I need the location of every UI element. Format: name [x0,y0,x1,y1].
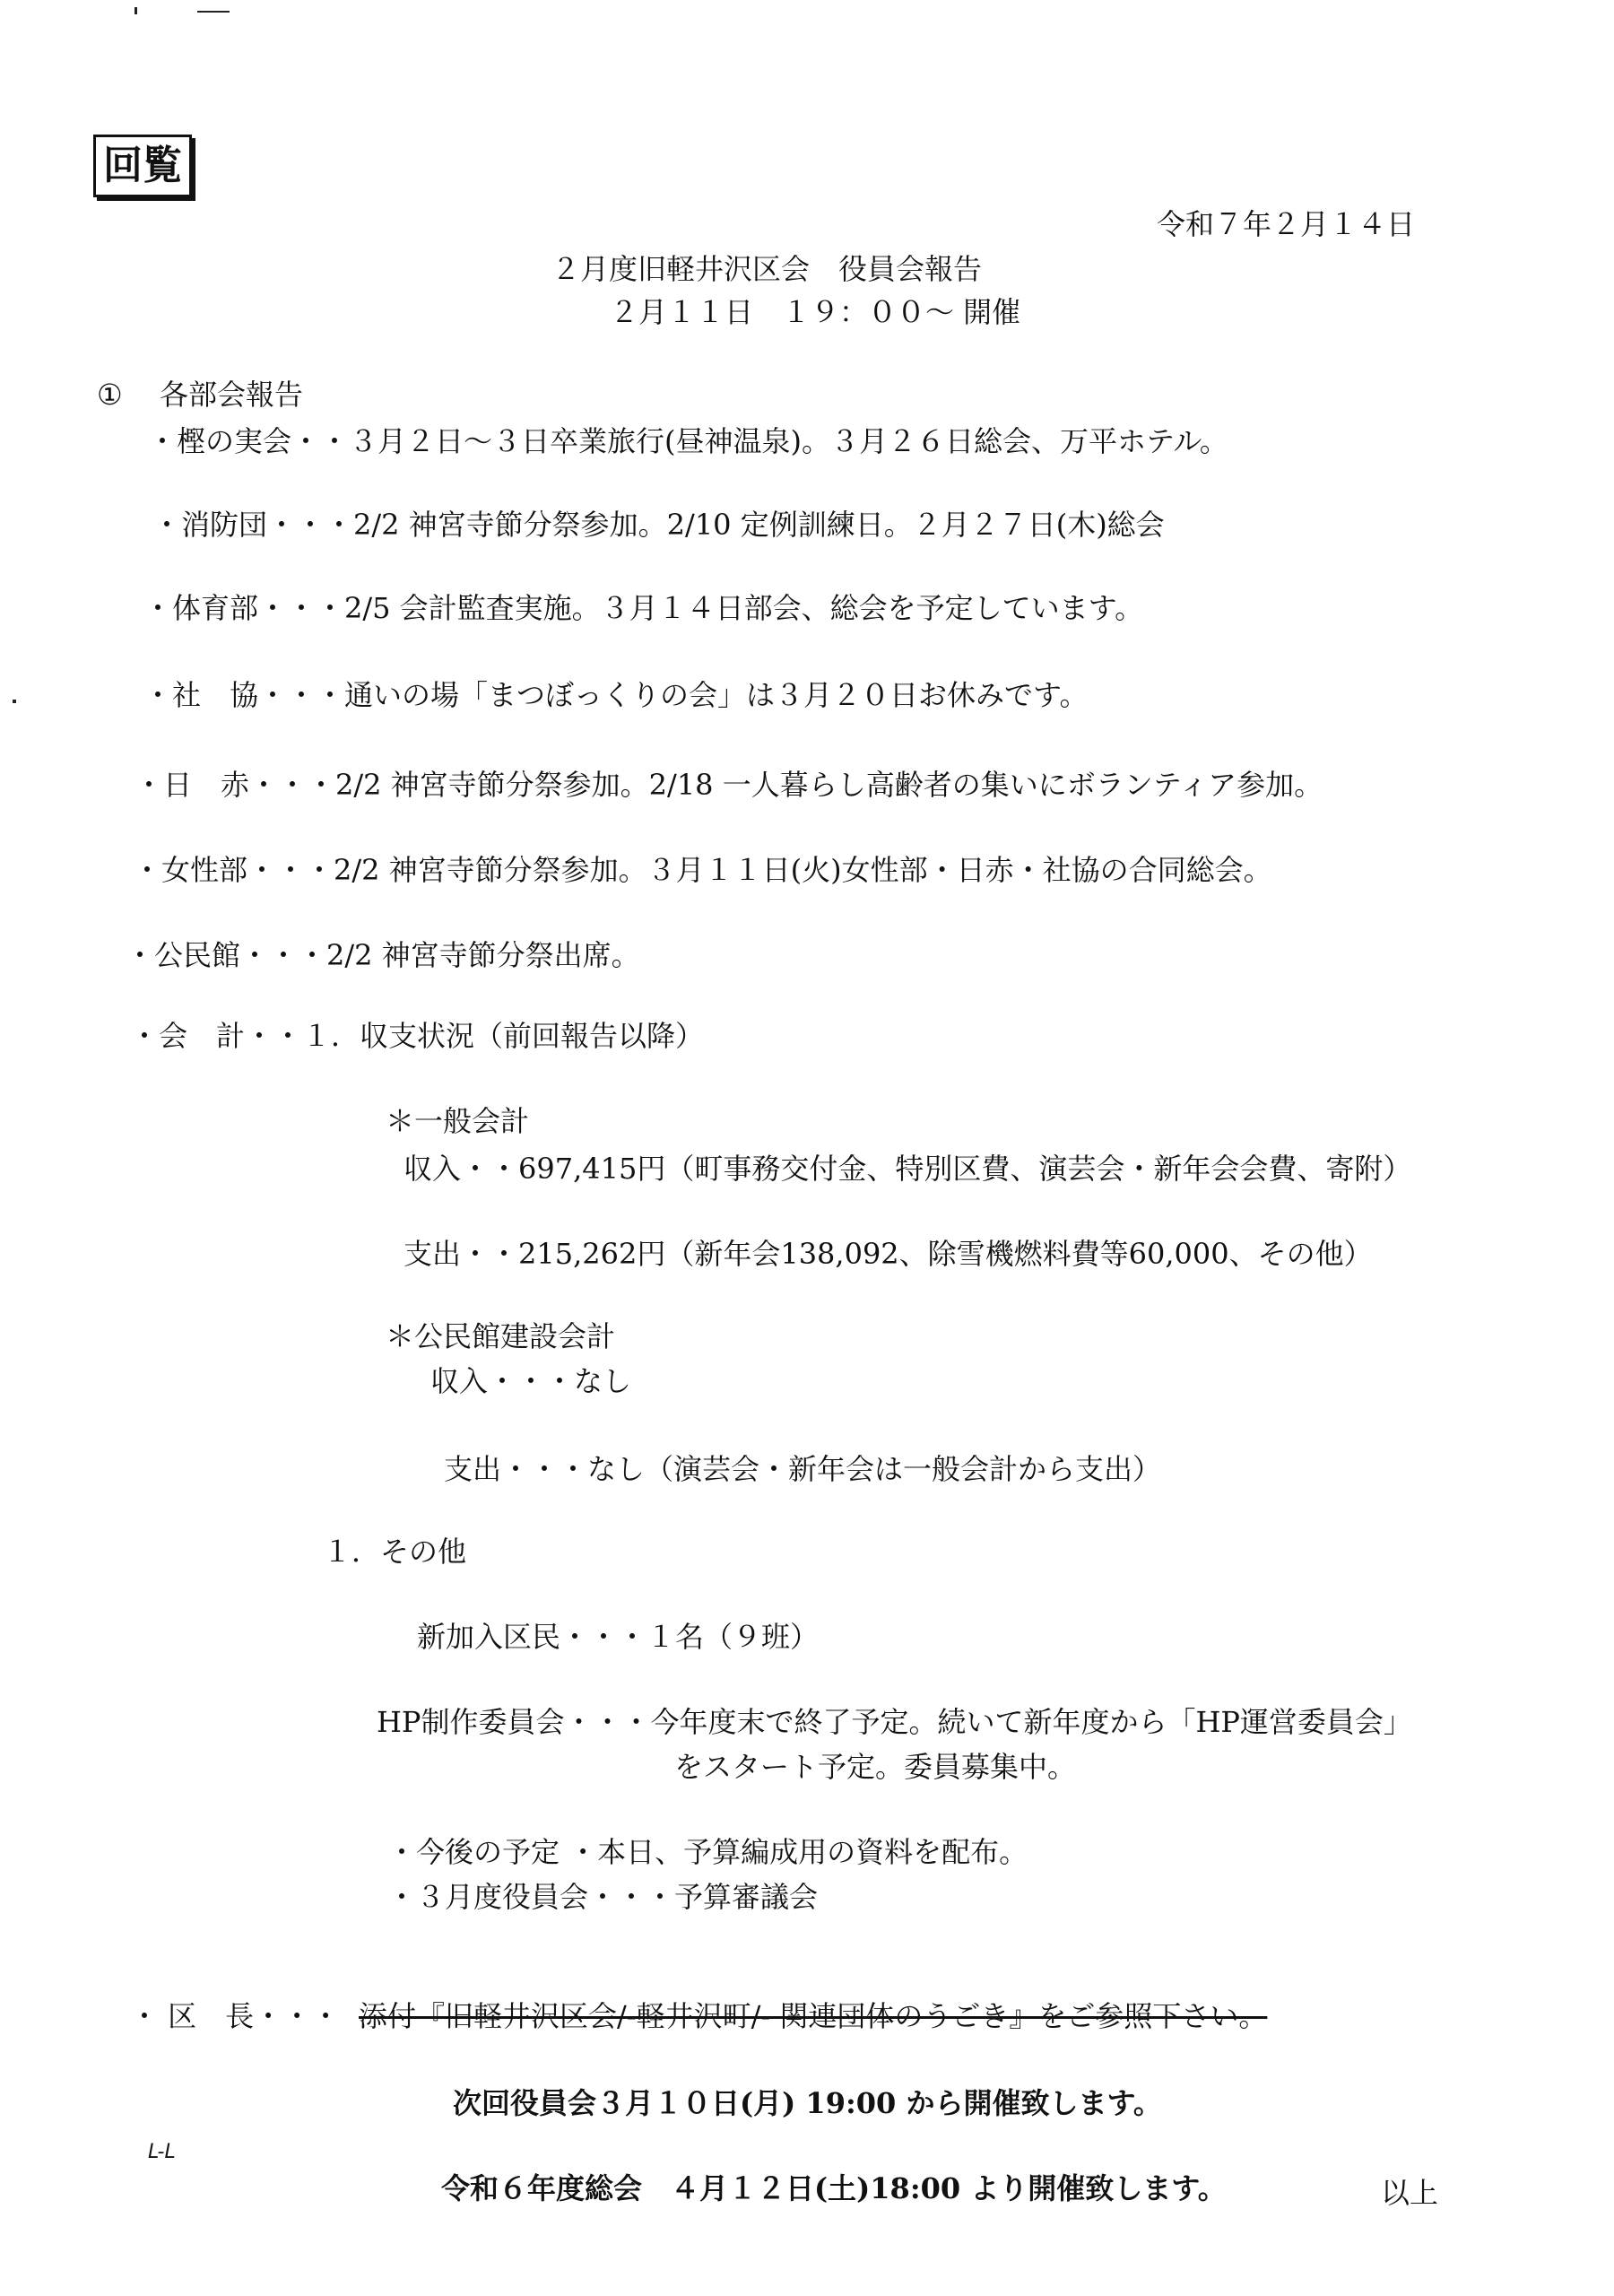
closing-text: 以上 [1381,2176,1439,2210]
next-meeting-notice: 次回役員会３月１０日(月) 19:00 から開催致します。 [453,2086,1162,2120]
other-heading: １．その他 [323,1535,467,1569]
hp-committee-line1: HP制作委員会・・・今年度末で終了予定。続いて新年度から「HP運営委員会」 [377,1705,1412,1739]
general-account-income: 収入・・697,415円（町事務交付金、特別区費、演芸会・新年会会費、寄附） [404,1152,1412,1186]
handwritten-note: L-L [148,2141,176,2163]
document-date: 令和７年２月１４日 [1157,207,1416,241]
report-womens: ・女性部・・・2/2 神宮寺節分祭参加。３月１１日(火)女性部・日赤・社協の合同総会。 [133,853,1272,887]
building-account-expense: 支出・・・なし（演芸会・新年会は一般会計から支出） [444,1452,1162,1486]
hp-committee-line2: をスタート予定。委員募集中。 [674,1750,1077,1784]
report-sports: ・体育部・・・2/5 会計監査実施。３月１４日部会、総会を予定しています。 [143,591,1144,625]
scan-speck [134,7,137,14]
chief-label: ・ 区 長・・・ [130,1999,341,2033]
report-red-cross: ・日 赤・・・2/2 神宮寺節分祭参加。2/18 一人暮らし高齢者の集いにボランティア参加。 [134,768,1323,802]
building-account-income: 収入・・・なし [430,1364,632,1398]
report-social-welfare: ・社 協・・・通いの場「まつぼっくりの会」は３月２０日お休みです。 [143,678,1089,712]
scan-speck [13,700,16,703]
accounting-label: ・会 計・・１．収支状況（前回報告以降） [130,1019,705,1053]
report-fire-brigade: ・消防団・・・2/2 神宮寺節分祭参加。2/10 定例訓練日。２月２７日(木)総会 [152,508,1165,542]
general-account-heading: ＊一般会計 [386,1104,530,1138]
new-members: 新加入区民・・・１名（９班） [417,1620,820,1654]
general-account-expense: 支出・・215,262円（新年会138,092、除雪機燃料費等60,000、その他） [404,1237,1373,1271]
general-meeting-notice: 令和６年度総会 ４月１２日(土)18:00 より開催致します。 [441,2171,1227,2205]
scan-speck [197,11,230,13]
document-title: ２月度旧軽井沢区会 役員会報告 [551,252,983,286]
section-number: ① [97,378,123,412]
report-kashi: ・樫の実会・・３月２日～３日卒業旅行(昼神温泉)。３月２６日総会、万平ホテル。 [148,424,1228,458]
circulation-stamp: 回覧 [93,135,192,197]
chief-struck-text: 添付『旧軽井沢区会/‐軽井沢町/‐ 関連団体のうごき』をご参照下さい。 [359,1999,1268,2033]
section-heading: 各部会報告 [160,378,304,412]
building-account-heading: ＊公民館建設会計 [386,1319,616,1353]
schedule-line1: ・今後の予定 ・本日、予算編成用の資料を配布。 [387,1835,1028,1869]
report-community-hall: ・公民館・・・2/2 神宮寺節分祭出席。 [126,938,640,972]
document-subtitle: ２月１１日 １９：００～ 開催 [610,295,1021,329]
schedule-line2: ・３月度役員会・・・予算審議会 [387,1880,819,1914]
